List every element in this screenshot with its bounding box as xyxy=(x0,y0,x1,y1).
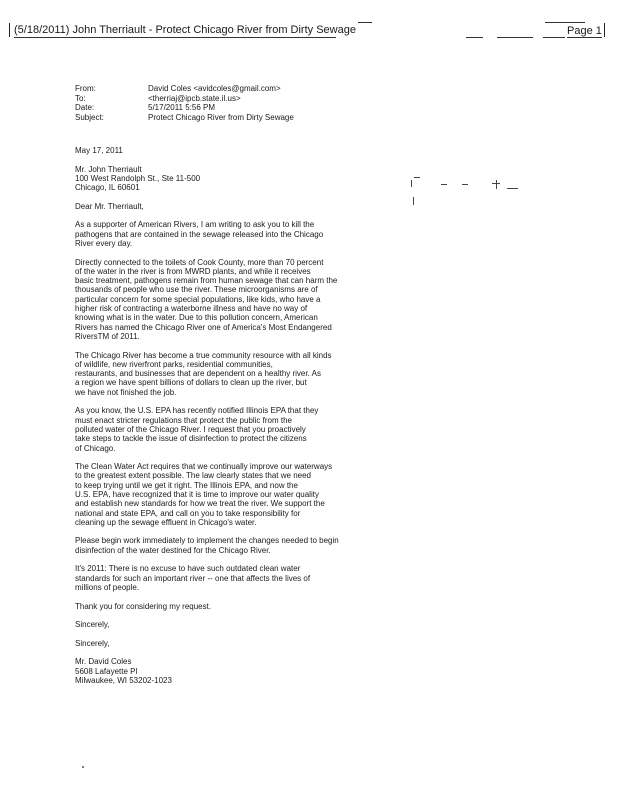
scan-mark xyxy=(411,180,412,187)
scan-speck xyxy=(82,766,84,768)
paragraph-gap xyxy=(75,248,375,257)
paragraph-line: River every day. xyxy=(75,238,133,248)
paragraph-line: The Clean Water Act requires that we continually improve our waterways xyxy=(75,462,333,472)
paragraph-line: take steps to tackle the issue of disinfection to protect the citizens xyxy=(75,434,307,444)
header-rule-segment xyxy=(358,22,372,23)
paragraph-line: U.S. EPA, have recognized that it is time to improve our water quality xyxy=(75,489,319,499)
paragraph-line: particular concern for some special populations, like kids, who have a xyxy=(75,294,321,304)
paragraph-gap xyxy=(75,648,375,657)
paragraph-line: we have not finished the job. xyxy=(75,387,177,397)
signature-line: Mr. David Coles xyxy=(75,657,132,667)
header-right-bracket xyxy=(604,23,605,37)
header-page-number: Page 1 xyxy=(567,25,602,37)
meta-label: From: xyxy=(75,84,96,93)
header-left-bracket xyxy=(9,23,12,37)
header-rule-segment xyxy=(497,37,533,38)
meta-label: To: xyxy=(75,93,86,103)
scan-mark xyxy=(496,180,497,189)
paragraph-line: standards for such an important river -- one that affects the lives of xyxy=(75,573,311,583)
paragraph-line: Directly connected to the toilets of Cook County, more than 70 percent xyxy=(75,257,324,267)
meta-value: David Coles <avidcoles@gmail.com> xyxy=(148,84,281,93)
paragraph-line: thousands of people who use the river. These microorganisms are of xyxy=(75,285,318,295)
paragraph-line: knowing what is in the water. Due to this pollution concern, American xyxy=(75,313,318,323)
meta-value: Protect Chicago River from Dirty Sewage xyxy=(148,112,294,122)
header-underline xyxy=(14,37,336,38)
paragraph-line: As a supporter of American Rivers, I am writing to ask you to kill the xyxy=(75,220,315,230)
paragraph-line: to keep trying until we get it right. The Illinois EPA, and now the xyxy=(75,480,298,490)
paragraph-line: national and state EPA, and call on you to take responsibility for xyxy=(75,508,301,518)
paragraph-gap xyxy=(75,592,375,601)
salutation: Dear Mr. Therriault, xyxy=(75,201,144,211)
paragraph-gap xyxy=(75,629,375,638)
scan-mark xyxy=(507,188,518,189)
paragraph-line: and establish new standards for how we treat the river. We support the xyxy=(75,499,325,509)
paragraph-line: The Chicago River has become a true community resource with all kinds xyxy=(75,350,332,360)
paragraph-gap xyxy=(75,555,375,564)
meta-value: <therriaj@ipcb.state.il.us> xyxy=(148,93,241,103)
scan-mark xyxy=(413,197,414,205)
letter-body xyxy=(75,146,375,685)
paragraph-gap xyxy=(75,611,375,620)
meta-label: Date: xyxy=(75,103,95,113)
paragraph-line: RiversTM of 2011. xyxy=(75,331,140,341)
paragraph-line: polluted water of the Chicago River. I request that you proactively xyxy=(75,424,306,434)
paragraph-line: disinfection of the water destined for the Chicago River. xyxy=(75,545,271,555)
meta-value: 5/17/2011 5:56 PM xyxy=(148,103,216,113)
paragraph-line: must enact stricter regulations that protect the public from the xyxy=(75,415,292,425)
paragraph-line: higher risk of contracting a waterborne illness and have no way of xyxy=(75,304,308,314)
letter-date: May 17, 2011 xyxy=(75,146,123,155)
scan-mark xyxy=(414,177,420,178)
paragraph-gap xyxy=(75,527,375,536)
header-rule-segment xyxy=(466,37,483,38)
paragraph-line: As you know, the U.S. EPA has recently notified Illinois EPA that they xyxy=(75,406,319,416)
paragraph-line: Thank you for considering my request. xyxy=(75,601,212,611)
paragraph-line: restaurants, and businesses that are dependent on a healthy river. As xyxy=(75,369,321,379)
paragraph-line: pathogens that are contained in the sewage released into the Chicago xyxy=(75,229,324,239)
recipient-line: 100 West Randolph St., Ste 11-500 xyxy=(75,173,201,183)
header-rule-segment xyxy=(543,37,565,38)
scan-mark xyxy=(441,184,447,185)
paragraph-gap xyxy=(75,155,375,164)
paragraph-line: It's 2011: There is no excuse to have such outdated clean water xyxy=(75,564,301,574)
paragraph-line: Please begin work immediately to implement the changes needed to begin xyxy=(75,536,339,546)
paragraph-line: of wildlife, new riverfront parks, residential communities, xyxy=(75,359,273,369)
paragraph-line: cleaning up the sewage effluent in Chicago's water. xyxy=(75,517,257,527)
paragraph-line: a region we have spent billions of dollars to clean up the river, but xyxy=(75,378,307,388)
paragraph-line: Sincerely, xyxy=(75,638,110,648)
paragraph-line: to the greatest extent possible. The law clearly states that we need xyxy=(75,471,311,481)
signature-line: Milwaukee, WI 53202-1023 xyxy=(75,675,172,685)
header-title: (5/18/2011) John Therriault - Protect Chicago River from Dirty Sewage xyxy=(14,24,356,36)
paragraph-gap xyxy=(75,341,375,350)
paragraph-gap xyxy=(75,453,375,462)
meta-label: Subject: xyxy=(75,112,104,122)
paragraph-line: Sincerely, xyxy=(75,620,110,630)
paragraph-gap xyxy=(75,211,375,220)
paragraph-line: millions of people. xyxy=(75,582,140,592)
paragraph-line: basic treatment, pathogens remain from human sewage that can harm the xyxy=(75,276,338,286)
scan-mark xyxy=(462,184,468,185)
header-rule-segment xyxy=(545,22,585,23)
recipient-line: Mr. John Therriault xyxy=(75,164,142,174)
paragraph-line: of the water in the river is from MWRD plants, and while it receives xyxy=(75,266,311,276)
paragraph-line: of Chicago. xyxy=(75,443,116,453)
paragraph-gap xyxy=(75,192,375,201)
paragraph-gap xyxy=(75,397,375,406)
paragraph-line: Rivers has named the Chicago River one of America's Most Endangered xyxy=(75,322,332,332)
recipient-line: Chicago, IL 60601 xyxy=(75,183,140,193)
signature-line: 5608 Lafayette Pl xyxy=(75,666,138,676)
